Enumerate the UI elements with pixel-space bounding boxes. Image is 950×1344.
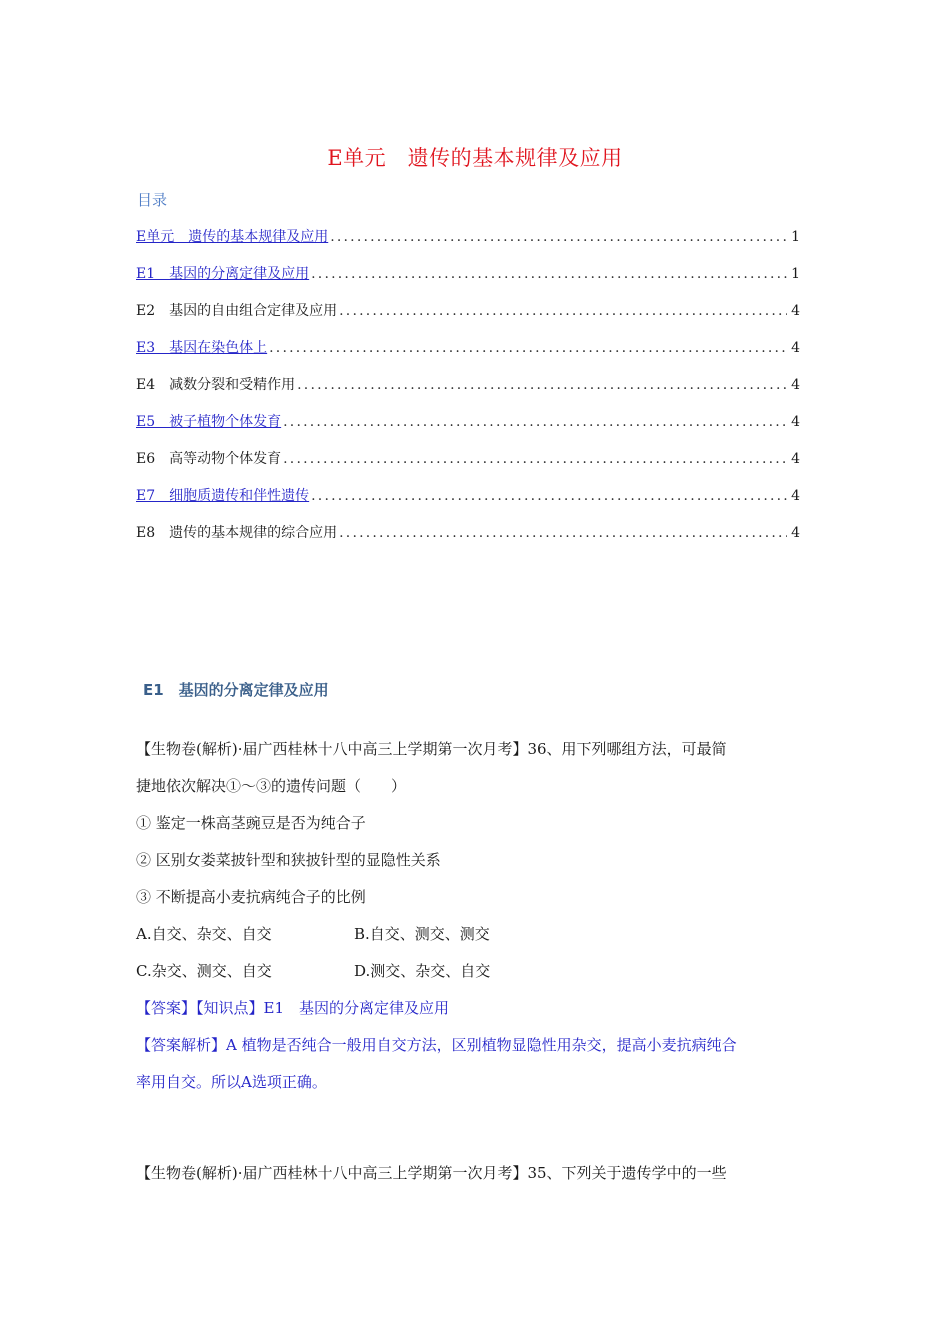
toc-entry-label[interactable]: E7 细胞质遗传和伴性遗传 bbox=[136, 488, 310, 504]
question-stem: 【生物卷(解析)·届广西桂林十八中高三上学期第一次月考】36、用下列哪组方法，可最简 bbox=[136, 740, 727, 758]
answer-options-row bbox=[136, 916, 816, 953]
toc-entry[interactable] bbox=[136, 411, 800, 448]
answer-line: 【答案】【知识点】E1 基因的分离定律及应用 bbox=[136, 999, 449, 1017]
question-stem: 【生物卷(解析)·届广西桂林十八中高三上学期第一次月考】35、下列关于遗传学中的一些 bbox=[136, 1164, 727, 1182]
toc-leader-dots bbox=[297, 377, 787, 393]
toc-page-number: 4 bbox=[791, 377, 800, 393]
table-of-contents bbox=[136, 226, 800, 559]
toc-leader-dots bbox=[283, 451, 787, 467]
toc-entry-label: E4 减数分裂和受精作用 bbox=[136, 377, 296, 393]
toc-page-number: 4 bbox=[791, 488, 800, 504]
toc-leader-dots bbox=[311, 266, 787, 282]
toc-page-number: 4 bbox=[791, 303, 800, 319]
toc-entry-label: E6 高等动物个体发育 bbox=[136, 451, 282, 467]
toc-leader-dots bbox=[330, 229, 787, 245]
question-item: ③ 不断提高小麦抗病纯合子的比例 bbox=[136, 888, 366, 906]
toc-page-number: 1 bbox=[791, 229, 800, 245]
question-item: ① 鉴定一株高茎豌豆是否为纯合子 bbox=[136, 814, 366, 832]
toc-entry bbox=[136, 374, 800, 411]
toc-entry[interactable] bbox=[136, 226, 800, 263]
toc-page-number: 4 bbox=[791, 414, 800, 430]
toc-entry[interactable] bbox=[136, 263, 800, 300]
toc-entry bbox=[136, 522, 800, 559]
option-a: A.自交、杂交、自交 bbox=[136, 925, 272, 943]
question-item: ② 区别女娄菜披针型和狭披针型的显隐性关系 bbox=[136, 851, 441, 869]
toc-leader-dots bbox=[269, 340, 787, 356]
toc-leader-dots bbox=[283, 414, 787, 430]
toc-entry[interactable] bbox=[136, 485, 800, 522]
toc-heading: 目录 bbox=[137, 191, 168, 209]
toc-page-number: 1 bbox=[791, 266, 800, 282]
toc-entry-label: E2 基因的自由组合定律及应用 bbox=[136, 303, 338, 319]
toc-entry-label[interactable]: E5 被子植物个体发育 bbox=[136, 414, 282, 430]
toc-entry-label[interactable]: E单元 遗传的基本规律及应用 bbox=[136, 229, 329, 245]
question-stem: 捷地依次解决①～③的遗传问题（ ） bbox=[136, 777, 407, 795]
document-title: E单元 遗传的基本规律及应用 bbox=[327, 146, 623, 170]
toc-leader-dots bbox=[339, 525, 787, 541]
toc-leader-dots bbox=[339, 303, 787, 319]
section-heading: E1 基因的分离定律及应用 bbox=[143, 681, 329, 699]
toc-entry-label[interactable]: E3 基因在染色体上 bbox=[136, 340, 268, 356]
option-c: C.杂交、测交、自交 bbox=[136, 962, 272, 980]
toc-page-number: 4 bbox=[791, 525, 800, 541]
question-block bbox=[136, 731, 816, 1101]
toc-entry-label: E8 遗传的基本规律的综合应用 bbox=[136, 525, 338, 541]
answer-options-row bbox=[136, 953, 816, 990]
toc-entry[interactable] bbox=[136, 337, 800, 374]
toc-entry-label[interactable]: E1 基因的分离定律及应用 bbox=[136, 266, 310, 282]
option-d: D.测交、杂交、自交 bbox=[354, 962, 491, 980]
toc-entry bbox=[136, 300, 800, 337]
analysis-text: 率用自交。所以A选项正确。 bbox=[136, 1073, 327, 1091]
toc-page-number: 4 bbox=[791, 451, 800, 467]
option-b: B.自交、测交、测交 bbox=[354, 925, 490, 943]
toc-page-number: 4 bbox=[791, 340, 800, 356]
toc-leader-dots bbox=[311, 488, 787, 504]
analysis-text: 【答案解析】A 植物是否纯合一般用自交方法，区别植物显隐性用杂交，提高小麦抗病纯合 bbox=[136, 1036, 737, 1054]
question-block bbox=[136, 1155, 816, 1192]
toc-entry bbox=[136, 448, 800, 485]
